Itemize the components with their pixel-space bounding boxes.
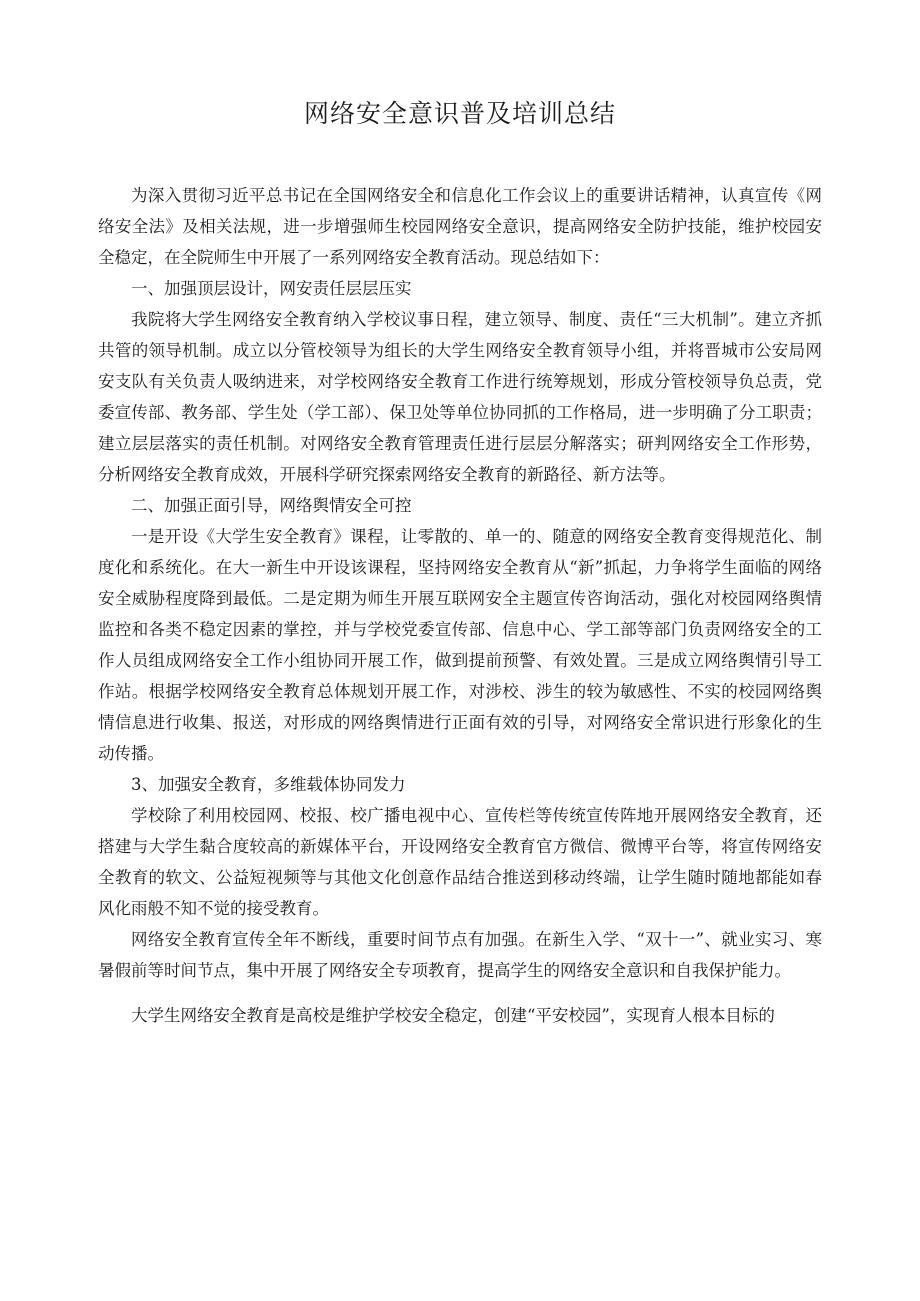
document-body	[98, 180, 822, 1031]
closing-paragraph: 大学生网络安全教育是高校是维护学校安全稳定，创建“平安校园”，实现育人根本目标的	[131, 1006, 775, 1025]
section-3-paragraph-2: 网络安全教育宣传全年不断线，重要时间节点有加强。在新生入学、“双十一”、就业实习、寒暑假前等时间节点，集中开展了网络安全专项教育，提高学生的网络安全意识和自我保护能力。	[98, 930, 822, 980]
section-1-paragraph: 我院将大学生网络安全教育纳入学校议事日程，建立领导、制度、责任“三大机制”。建立齐抓共管的领导机制。成立以分管校领导为组长的大学生网络安全教育领导小组，并将晋城市公安局网安支队有关负责人吸纳进来，对学校网络安全教育工作进行统筹规划，形成分管校领导负总责，党委宣传部、教务部、学生处（学工部）、保卫处等单位协同抓的工作格局，进一步明确了分工职责；建立层层落实的责任机制。对网络安全教育管理责任进行层层分解落实；研判网络安全工作形势，分析网络安全教育成效，开展科学研究探索网络安全教育的新路径、新方法等。	[98, 310, 822, 484]
section-heading-1: 一、加强顶层设计，网安责任层层压实	[131, 279, 412, 298]
section-2-paragraph: 一是开设《大学生安全教育》课程，让零散的、单一的、随意的网络安全教育变得规范化、制度化和系统化。在大一新生中开设该课程，坚持网络安全教育从“新”抓起，力争将学生面临的网络安全威胁程度降到最低。二是定期为师生开展互联网安全主题宣传咨询活动，强化对校园网络舆情监控和各类不稳定因素的掌控，并与学校党委宣传部、信息中心、学工部等部门负责网络安全的工作人员组成网络安全工作小组协同开展工作，做到提前预警、有效处置。三是成立网络舆情引导工作站。根据学校网络安全教育总体规划开展工作，对涉校、涉生的较为敏感性、不实的校园网络舆情信息进行收集、报送，对形成的网络舆情进行正面有效的引导，对网络安全常识进行形象化的生动传播。	[98, 527, 822, 763]
section-heading-3: 3、加强安全教育，多维载体协同发力	[131, 775, 406, 794]
intro-paragraph: 为深入贯彻习近平总书记在全国网络安全和信息化工作会议上的重要讲话精神，认真宣传《网络安全法》及相关法规，进一步增强师生校园网络安全意识，提高网络安全防护技能，维护校园安全稳定，在全院师生中开展了一系列网络安全教育活动。现总结如下：	[98, 186, 822, 267]
section-heading-2: 二、加强正面引导，网络舆情安全可控	[131, 496, 412, 515]
document-title: 网络安全意识普及培训总结	[303, 99, 616, 128]
section-3-paragraph-1: 学校除了利用校园网、校报、校广播电视中心、宣传栏等传统宣传阵地开展网络安全教育，还搭建与大学生黏合度较高的新媒体平台，开设网络安全教育官方微信、微博平台等，将宣传网络安全教育的软文、公益短视频等与其他文化创意作品结合推送到移动终端，让学生随时随地都能如春风化雨般不知不觉的接受教育。	[98, 806, 822, 918]
